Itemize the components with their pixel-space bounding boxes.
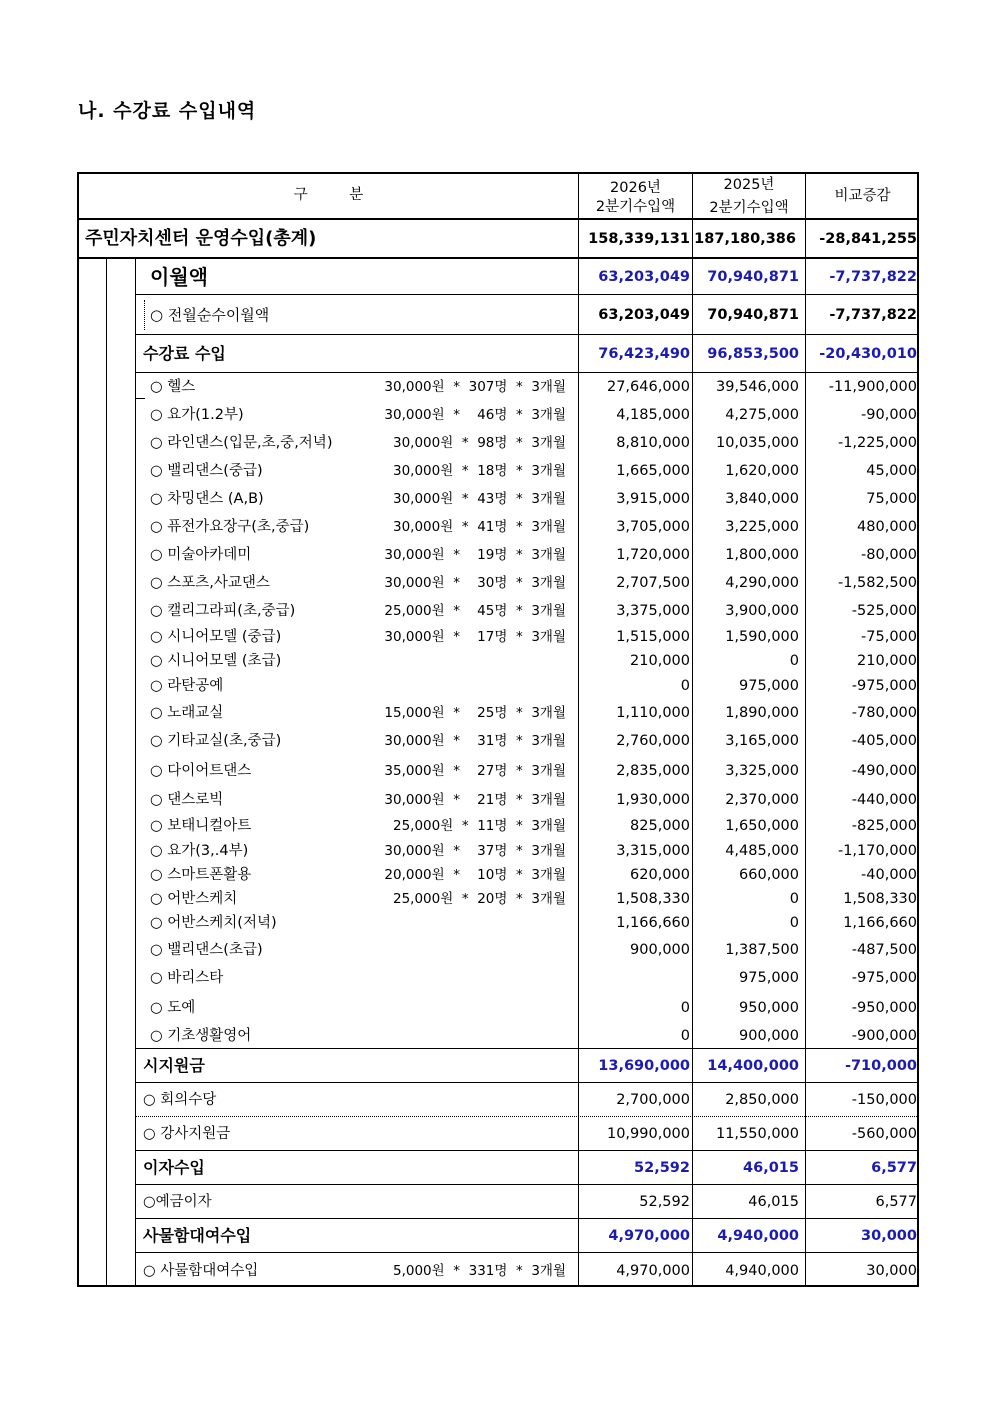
tuition-item-v1: 620,000 <box>630 867 690 883</box>
tuition-item-formula: 30,000원 * 98명 * 3개월 <box>393 435 566 451</box>
tuition-item-label: ○ 밸리댄스(초급) <box>150 942 263 958</box>
tuition-item-label: ○ 차밍댄스 (A,B) <box>150 491 264 507</box>
tuition-item-v3: -1,582,500 <box>837 575 917 591</box>
tuition-item-v2: 975,000 <box>739 678 799 694</box>
tuition-item-v2: 0 <box>789 653 799 669</box>
tuition-item-v3: -900,000 <box>851 1028 917 1044</box>
tuition-item-v1: 1,110,000 <box>616 705 690 721</box>
tuition-item-label: ○ 라인댄스(입문,초,중,저녁) <box>150 435 333 451</box>
tuition-item-v2: 10,035,000 <box>715 435 799 451</box>
subsidy-item-v1: 2,700,000 <box>616 1092 690 1108</box>
tuition-item-v3: -975,000 <box>851 970 917 986</box>
tuition-item-v2: 3,225,000 <box>725 519 799 535</box>
tuition-item-v1: 0 <box>680 678 690 694</box>
tuition-item-v1: 3,315,000 <box>616 843 690 859</box>
tuition-item-formula: 20,000원 * 10명 * 3개월 <box>384 867 566 883</box>
tuition-item-v3: -40,000 <box>861 867 917 883</box>
subsidy-item-v1: 10,990,000 <box>606 1126 690 1142</box>
subsidy-dotted-divider <box>135 1116 919 1117</box>
tuition-item-formula: 30,000원 * 31명 * 3개월 <box>384 733 566 749</box>
tuition-item-v2: 1,890,000 <box>725 705 799 721</box>
tuition-divider <box>135 372 919 373</box>
tuition-item-v3: -525,000 <box>851 603 917 619</box>
carryover-item-v3: -7,737,822 <box>829 307 917 323</box>
header-col2-year: 2025년 <box>723 177 775 193</box>
tuition-item-v2: 0 <box>789 891 799 907</box>
total-v1: 158,339,131 <box>588 231 690 247</box>
tuition-item-v2: 4,485,000 <box>725 843 799 859</box>
interest-item-end <box>135 1218 919 1219</box>
revenue-table <box>77 172 919 1287</box>
subsidy-v3: -710,000 <box>844 1057 917 1074</box>
subsidy-label: 시지원금 <box>143 1055 205 1075</box>
tuition-item-label: ○ 시니어모델 (초급) <box>150 653 282 669</box>
tuition-item-v2: 1,590,000 <box>725 629 799 645</box>
tuition-item-v2: 2,370,000 <box>725 792 799 808</box>
locker-divider <box>135 1252 919 1253</box>
tuition-item-v1: 3,705,000 <box>616 519 690 535</box>
locker-item-label: ○ 사물함대여수입 <box>143 1263 259 1279</box>
subsidy-item-label: ○ 강사지원금 <box>143 1126 231 1142</box>
locker-label: 사물함대여수입 <box>143 1225 252 1245</box>
tuition-item-label: ○ 라탄공예 <box>150 678 224 694</box>
tuition-item-v3: -490,000 <box>851 763 917 779</box>
tuition-tick <box>135 398 145 399</box>
tuition-item-label: ○ 밸리댄스(중급) <box>150 463 263 479</box>
carryover-item-label: ○ 전월순수이월액 <box>150 306 270 324</box>
tuition-item-v3: 480,000 <box>857 519 917 535</box>
tuition-item-v2: 950,000 <box>739 1000 799 1016</box>
tuition-item-label: ○ 요가(3,.4부) <box>150 843 249 859</box>
tuition-item-v1: 900,000 <box>630 942 690 958</box>
tuition-item-label: ○ 노래교실 <box>150 705 224 721</box>
page-title: 나. 수강료 수입내역 <box>78 100 257 122</box>
tuition-item-label: ○ 시니어모델 (중급) <box>150 629 282 645</box>
tuition-v1: 76,423,490 <box>598 345 690 362</box>
subsidy-item-v2: 2,850,000 <box>725 1092 799 1108</box>
col-divider-2 <box>692 172 693 1287</box>
tuition-item-formula: 30,000원 * 41명 * 3개월 <box>393 519 566 535</box>
tuition-item-v2: 3,165,000 <box>725 733 799 749</box>
subsidy-v1: 13,690,000 <box>598 1057 690 1074</box>
tuition-item-v2: 975,000 <box>739 970 799 986</box>
interest-item-label: ○예금이자 <box>143 1194 212 1210</box>
tuition-item-formula: 25,000원 * 11명 * 3개월 <box>393 818 566 834</box>
carryover-item-v2: 70,940,871 <box>707 307 799 323</box>
locker-item-v1: 4,970,000 <box>616 1263 690 1279</box>
col-divider-1 <box>578 172 579 1287</box>
carryover-v2: 70,940,871 <box>707 268 799 285</box>
locker-item-v2: 4,940,000 <box>725 1263 799 1279</box>
tuition-item-v2: 1,387,500 <box>725 942 799 958</box>
carryover-item-divider <box>135 334 919 335</box>
tuition-item-v3: -1,225,000 <box>837 435 917 451</box>
tuition-item-v3: 1,508,330 <box>843 891 917 907</box>
interest-item-v3: 6,577 <box>875 1194 917 1210</box>
locker-v3: 30,000 <box>861 1227 917 1244</box>
tuition-item-v1: 1,930,000 <box>616 792 690 808</box>
tuition-item-label: ○ 미술아카데미 <box>150 547 252 563</box>
tuition-item-v2: 900,000 <box>739 1028 799 1044</box>
tuition-v2: 96,853,500 <box>707 345 799 362</box>
tuition-item-formula: 30,000원 * 46명 * 3개월 <box>384 407 566 423</box>
carryover-v3: -7,737,822 <box>829 268 917 285</box>
tuition-item-formula: 15,000원 * 25명 * 3개월 <box>384 705 566 721</box>
interest-divider <box>135 1184 919 1185</box>
tuition-item-label: ○ 어반스케치(저녁) <box>150 915 277 931</box>
tuition-item-v1: 1,508,330 <box>616 891 690 907</box>
header-col1-year: 2026년 <box>610 180 661 196</box>
dotted-marker <box>144 300 145 330</box>
tuition-item-v1: 2,760,000 <box>616 733 690 749</box>
tuition-item-label: ○ 보태니컬아트 <box>150 818 252 834</box>
tuition-item-v3: 75,000 <box>866 491 917 507</box>
tuition-item-formula: 30,000원 * 17명 * 3개월 <box>384 629 566 645</box>
tuition-item-v2: 3,840,000 <box>725 491 799 507</box>
tuition-item-v1: 1,166,660 <box>616 915 690 931</box>
tuition-item-v3: -440,000 <box>851 792 917 808</box>
tuition-item-v1: 2,707,500 <box>616 575 690 591</box>
subsidy-divider <box>135 1082 919 1083</box>
locker-item-formula: 5,000원 * 331명 * 3개월 <box>393 1263 566 1279</box>
locker-v2: 4,940,000 <box>717 1227 799 1244</box>
tuition-item-v1: 825,000 <box>630 818 690 834</box>
tuition-item-v1: 3,375,000 <box>616 603 690 619</box>
tuition-item-v3: 45,000 <box>866 463 917 479</box>
tuition-item-v2: 660,000 <box>739 867 799 883</box>
carryover-item-v1: 63,203,049 <box>598 307 690 323</box>
tuition-item-v2: 3,325,000 <box>725 763 799 779</box>
tuition-item-label: ○ 스포츠,사교댄스 <box>150 575 270 591</box>
tuition-item-v2: 39,546,000 <box>715 379 799 395</box>
tuition-item-formula: 30,000원 * 37명 * 3개월 <box>384 843 566 859</box>
tuition-item-label: ○ 다이어트댄스 <box>150 763 252 779</box>
tuition-item-v1: 2,835,000 <box>616 763 690 779</box>
tuition-item-v3: -80,000 <box>861 547 917 563</box>
tuition-item-v1: 27,646,000 <box>606 379 690 395</box>
tuition-item-v3: 210,000 <box>857 653 917 669</box>
header-divider <box>77 218 919 220</box>
tuition-item-formula: 25,000원 * 45명 * 3개월 <box>384 603 566 619</box>
subsidy-item-v2: 11,550,000 <box>715 1126 799 1142</box>
col-divider-3 <box>805 172 806 1287</box>
tuition-item-v3: -405,000 <box>851 733 917 749</box>
interest-item-v1: 52,592 <box>639 1194 690 1210</box>
tuition-item-v2: 1,620,000 <box>725 463 799 479</box>
tuition-item-v3: -75,000 <box>861 629 917 645</box>
tuition-item-v1: 8,810,000 <box>616 435 690 451</box>
interest-label: 이자수입 <box>143 1157 205 1177</box>
subsidy-item-label: ○ 회의수당 <box>143 1092 217 1108</box>
header-col1-label: 2분기수입액 <box>595 199 676 215</box>
tuition-item-label: ○ 기타교실(초,중급) <box>150 733 282 749</box>
tuition-item-v2: 1,800,000 <box>725 547 799 563</box>
tuition-item-label: ○ 댄스로빅 <box>150 792 224 808</box>
tuition-item-formula: 30,000원 * 307명 * 3개월 <box>384 379 566 395</box>
tuition-item-v1: 210,000 <box>630 653 690 669</box>
header-category: 구 분 <box>293 187 364 203</box>
tuition-item-v3: 1,166,660 <box>843 915 917 931</box>
tuition-item-label: ○ 퓨전가요장구(초,중급) <box>150 519 310 535</box>
tuition-v3: -20,430,010 <box>819 345 917 362</box>
tuition-item-label: ○ 기초생활영어 <box>150 1028 252 1044</box>
total-v3: -28,841,255 <box>819 231 917 247</box>
indent-line-2 <box>135 258 136 1287</box>
tuition-item-formula: 30,000원 * 43명 * 3개월 <box>393 491 566 507</box>
tuition-item-v2: 4,275,000 <box>725 407 799 423</box>
tuition-item-v2: 3,900,000 <box>725 603 799 619</box>
locker-v1: 4,970,000 <box>608 1227 690 1244</box>
tuition-item-label: ○ 요가(1.2부) <box>150 407 244 423</box>
locker-item-v3: 30,000 <box>866 1263 917 1279</box>
tuition-item-label: ○ 어반스케치 <box>150 891 238 907</box>
interest-v3: 6,577 <box>871 1159 917 1176</box>
tuition-item-label: ○ 바리스타 <box>150 970 224 986</box>
interest-v2: 46,015 <box>743 1159 799 1176</box>
tuition-item-v2: 0 <box>789 915 799 931</box>
tuition-item-v3: -975,000 <box>851 678 917 694</box>
tuition-item-v3: -487,500 <box>851 942 917 958</box>
indent-line-1 <box>106 258 107 1287</box>
tuition-item-formula: 25,000원 * 20명 * 3개월 <box>393 891 566 907</box>
tuition-label: 수강료 수입 <box>143 343 226 363</box>
tuition-item-formula: 35,000원 * 27명 * 3개월 <box>384 763 566 779</box>
subsidy-item-v3: -560,000 <box>851 1126 917 1142</box>
tuition-item-v3: -11,900,000 <box>828 379 917 395</box>
interest-v1: 52,592 <box>634 1159 690 1176</box>
tuition-item-v1: 4,185,000 <box>616 407 690 423</box>
total-divider <box>77 257 919 259</box>
header-col3: 비교증감 <box>834 188 891 204</box>
tuition-item-v2: 1,650,000 <box>725 818 799 834</box>
carryover-label: 이월액 <box>150 264 208 289</box>
tuition-item-v3: -90,000 <box>861 407 917 423</box>
tuition-item-v1: 3,915,000 <box>616 491 690 507</box>
tuition-item-formula: 30,000원 * 21명 * 3개월 <box>384 792 566 808</box>
subsidy-item-v3: -150,000 <box>851 1092 917 1108</box>
tuition-item-v3: -780,000 <box>851 705 917 721</box>
tuition-item-label: ○ 도예 <box>150 1000 196 1016</box>
tuition-item-v3: -950,000 <box>851 1000 917 1016</box>
carryover-v1: 63,203,049 <box>598 268 690 285</box>
total-label: 주민자치센터 운영수입(총계) <box>85 228 317 249</box>
interest-item-v2: 46,015 <box>748 1194 799 1210</box>
header-col2-label: 2분기수입액 <box>709 200 789 216</box>
tuition-item-label: ○ 캘리그라피(초,중급) <box>150 603 296 619</box>
tuition-item-label: ○ 헬스 <box>150 379 196 395</box>
tuition-item-v1: 1,720,000 <box>616 547 690 563</box>
tuition-item-v3: -1,170,000 <box>837 843 917 859</box>
carryover-divider <box>135 294 919 295</box>
tuition-item-formula: 30,000원 * 19명 * 3개월 <box>384 547 566 563</box>
subsidy-v2: 14,400,000 <box>707 1057 799 1074</box>
tuition-item-v2: 4,290,000 <box>725 575 799 591</box>
tuition-item-label: ○ 스마트폰활용 <box>150 867 252 883</box>
tuition-items-end <box>135 1048 919 1049</box>
tuition-item-v1: 1,665,000 <box>616 463 690 479</box>
total-v2: 187,180,386 <box>694 231 796 247</box>
tuition-item-v1: 0 <box>680 1028 690 1044</box>
tuition-item-formula: 30,000원 * 30명 * 3개월 <box>384 575 566 591</box>
tuition-item-v1: 0 <box>680 1000 690 1016</box>
tuition-item-v3: -825,000 <box>851 818 917 834</box>
tuition-item-formula: 30,000원 * 18명 * 3개월 <box>393 463 566 479</box>
tuition-item-v1: 1,515,000 <box>616 629 690 645</box>
subsidy-items-end <box>135 1150 919 1151</box>
